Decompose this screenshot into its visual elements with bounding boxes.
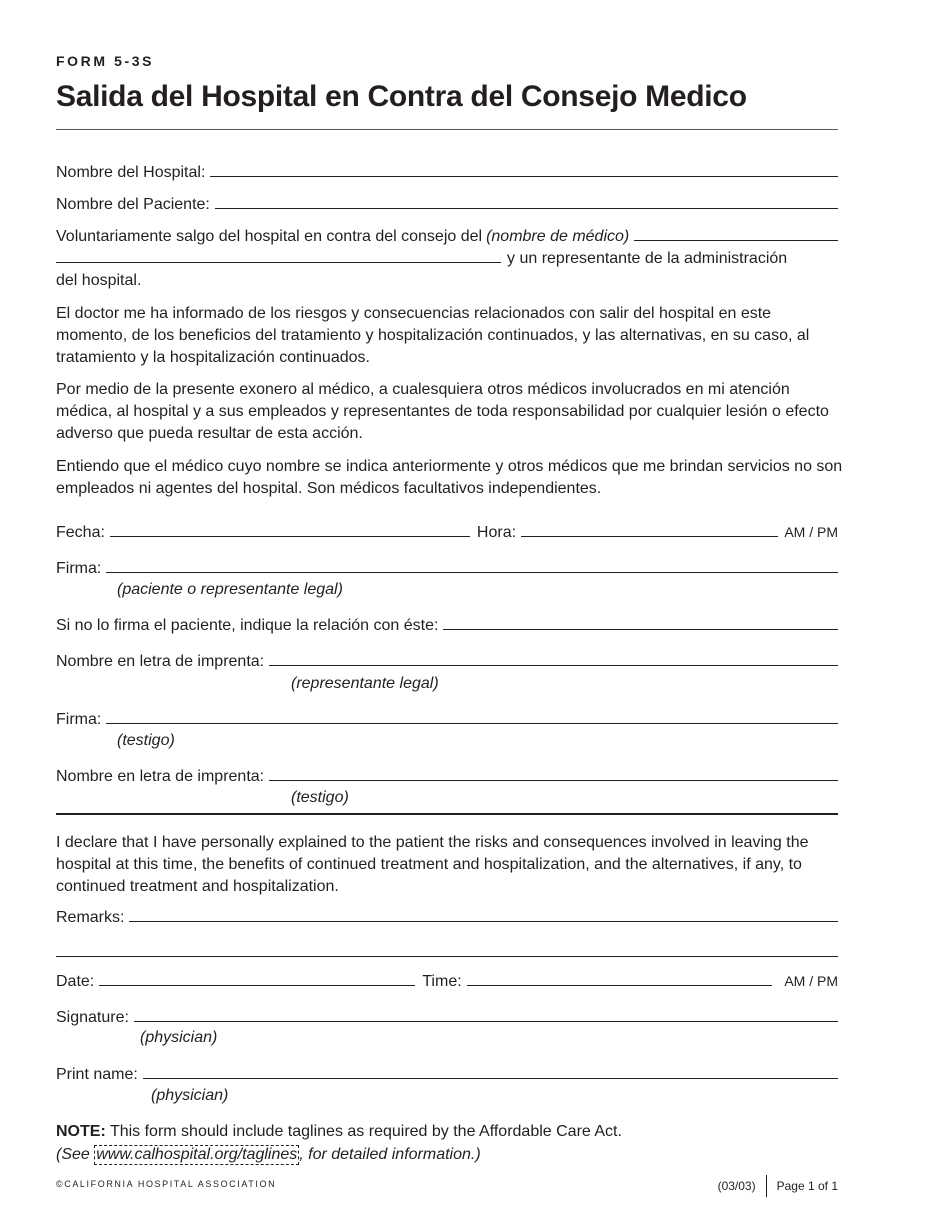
physician-date-label: Date: [56,973,95,990]
print-name-caption: (representante legal) [291,675,439,692]
physician-print-caption: (physician) [151,1087,229,1104]
voluntary-text: Voluntariamente salgo del hospital en contra del consejo del [56,228,483,245]
signature-caption: (paciente o representante legal) [117,581,343,598]
physician-print-label: Print name: [56,1066,138,1083]
voluntary-row-2 [56,250,826,268]
patient-name-label: Nombre del Paciente: [56,196,210,213]
physician-date-time-row [56,973,838,991]
physician-name-field[interactable] [634,239,838,241]
witness-signature-caption: (testigo) [117,732,175,749]
voluntary-end-text: del hospital. [56,272,142,289]
note-row [56,1123,838,1141]
note-text: This form should include taglines as required by the Affordable Care Act. [105,1123,622,1140]
remarks-label: Remarks: [56,909,125,926]
date-label: Fecha: [56,524,105,541]
physician-print-row [56,1066,838,1084]
physician-signature-field[interactable] [134,1020,838,1022]
patient-name-row [56,196,838,214]
page-title: Salida del Hospital en Contra del Consejo Medico [56,80,747,113]
witness-print-field[interactable] [269,779,838,781]
paragraph-independent: Entiendo que el médico cuyo nombre se indica anteriormente y otros médicos que me brindan servicios no son empleados ni agentes del hospital. Son médicos facultativos independientes. [56,458,843,497]
physician-signature-label: Signature: [56,1009,129,1026]
witness-signature-row [56,711,838,729]
physician-print-field[interactable] [143,1077,838,1079]
patient-signature-row [56,560,838,578]
witness-print-caption: (testigo) [291,789,349,806]
remarks-field-line-2[interactable] [56,956,838,957]
time-label: Hora: [476,524,517,541]
patient-name-field[interactable] [215,207,838,209]
print-name-label: Nombre en letra de imprenta: [56,653,265,670]
witness-signature-field[interactable] [106,722,838,724]
physician-name-field-cont[interactable] [56,261,501,263]
hospital-name-row [56,164,838,182]
ampm-label: AM / PM [784,524,838,540]
patient-signature-field[interactable] [106,571,838,573]
footer-meta [718,1175,838,1197]
taglines-link[interactable]: www.calhospital.org/taglines [96,1146,298,1163]
remarks-row [56,909,838,927]
revision-date: (03/03) [717,1179,756,1193]
physician-time-field[interactable] [467,984,773,986]
hospital-name-label: Nombre del Hospital: [56,164,206,181]
time-field[interactable] [521,535,778,537]
relation-label: Si no lo firma el paciente, indique la relación con éste: [56,617,439,634]
hospital-name-field[interactable] [210,175,838,177]
note-see-prefix: (See [56,1146,95,1163]
physician-time-label: Time: [422,973,462,990]
note-see-row [56,1145,838,1165]
physician-signature-row [56,1009,838,1027]
witness-signature-label: Firma: [56,711,102,728]
signature-label: Firma: [56,560,102,577]
administration-text: y un representante de la administración [507,250,788,267]
header-divider [56,129,838,130]
print-name-field[interactable] [269,664,838,666]
relation-row [56,617,838,635]
print-name-row [56,653,838,671]
date-field[interactable] [110,535,470,537]
note-see-suffix: , for detailed information.) [299,1146,481,1163]
footer-copyright: ©CALIFORNIA HOSPITAL ASSOCIATION [56,1179,277,1189]
section-divider [56,813,838,815]
physician-signature-caption: (physician) [140,1029,218,1046]
voluntary-row-1 [56,228,838,246]
footer-divider [766,1175,767,1197]
date-time-row [56,524,838,542]
physician-date-field[interactable] [99,984,415,986]
form-number: FORM 5-3S [56,53,155,69]
paragraph-release: Por medio de la presente exonero al médico, a cualesquiera otros médicos involucrados en mi atención médica, al hospital y a sus empleados y representantes de toda responsabilidad por cualquier lesión o efecto adverso que pueda resultar de esta acción. [56,381,829,442]
page-number: Page 1 of 1 [776,1179,838,1193]
physician-name-hint: (nombre de médico) [486,228,630,245]
witness-print-label: Nombre en letra de imprenta: [56,768,265,785]
remarks-field[interactable] [129,920,838,922]
note-label: NOTE: [56,1123,106,1140]
witness-print-row [56,768,838,786]
voluntary-row-3 [56,272,838,290]
paragraph-risks: El doctor me ha informado de los riesgos y consecuencias relacionados con salir del hospital en este momento, de los beneficios del tratamiento y hospitalización continuados, y las alternativas, en su caso, al tratamiento y la hospitalización continuados. [56,305,810,366]
relation-field[interactable] [443,628,838,630]
physician-declaration: I declare that I have personally explained to the patient the risks and consequences involved in leaving the hospital at this time, the benefits of continued treatment and hospitalization, and the alternatives, if any, to continued treatment and hospitalization. [56,834,809,895]
physician-ampm-label: AM / PM [784,973,838,989]
